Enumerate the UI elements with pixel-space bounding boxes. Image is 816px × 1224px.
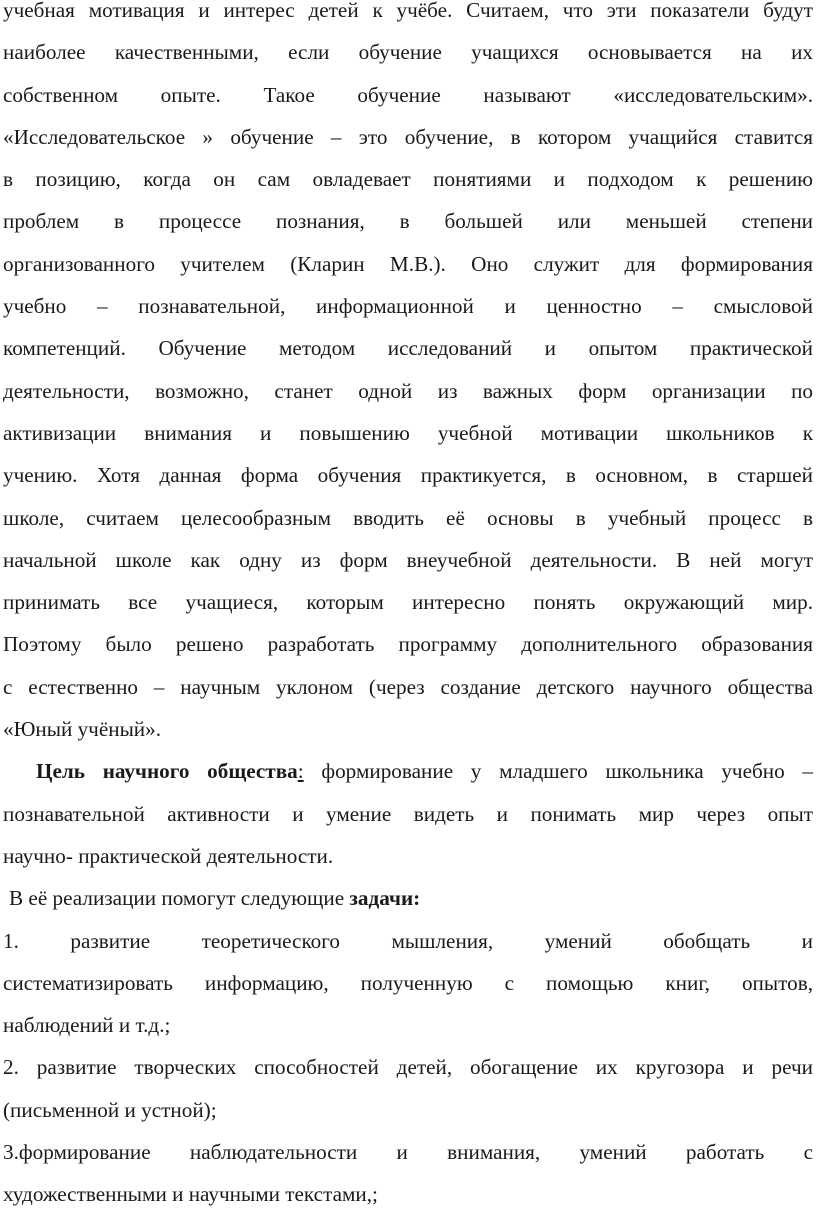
text-line: активизации внимания и повышению учебной мотивации школьников к <box>3 420 813 445</box>
task-line: 3.формирование наблюдательности и внимания, умений работать с <box>3 1140 813 1165</box>
tasks-intro <box>3 877 813 919</box>
task-line: художественными и научными текстами,; <box>3 1182 378 1207</box>
text-line: собственном опыте. Такое обучение называют «исследовательским». <box>3 82 813 107</box>
goal-text-line: научно- практической деятельности. <box>3 843 334 868</box>
text-line: учению. Хотя данная форма обучения практикуется, в основном, в старшей <box>3 463 813 488</box>
text-line: Поэтому было решено разработать программу дополнительного образования <box>3 632 813 657</box>
task-line: (письменной и устной); <box>3 1097 217 1122</box>
task-line: 2. развитие творческих способностей детей, обогащение их кругозора и речи <box>3 1055 813 1080</box>
text-line: проблем в процессе познания, в большей или меньшей степени <box>3 209 813 234</box>
task-line: 1. развитие теоретического мышления, умений обобщать и <box>3 928 813 953</box>
text-line: учебная мотивация и интерес детей к учёбе. Считаем, что эти показатели будут <box>3 0 813 22</box>
task-line: систематизировать информацию, полученную с помощью книг, опытов, <box>3 970 813 995</box>
text-line: учебно – познавательной, информационной и ценностно – смысловой <box>3 294 813 319</box>
tasks-intro-text: В её реализации помогут следующие <box>9 886 350 911</box>
goal-label: Цель научного общества <box>36 759 298 784</box>
text-line: принимать все учащиеся, которым интересно понять окружающий мир. <box>3 590 813 615</box>
text-line: «Исследовательское » обучение – это обучение, в котором учащийся ставится <box>3 124 813 149</box>
text-line: с естественно – научным уклоном (через создание детского научного общества <box>3 674 813 699</box>
goal-line <box>3 750 813 792</box>
task-line: наблюдений и т.д.; <box>3 1013 171 1038</box>
text-line: организованного учителем (Кларин М.В.). Оно служит для формирования <box>3 251 813 276</box>
tasks-label: задачи: <box>349 886 421 911</box>
text-line: начальной школе как одну из форм внеучебной деятельности. В ней могут <box>3 547 813 572</box>
text-line: наиболее качественными, если обучение учащихся основывается на их <box>3 40 813 65</box>
goal-text-line: познавательной активности и умение видеть и понимать мир через опыт <box>3 801 813 826</box>
text-line: компетенций. Обучение методом исследований и опытом практической <box>3 336 813 361</box>
text-line: деятельности, возможно, станет одной из важных форм организации по <box>3 378 813 403</box>
goal-text: формирование у младшего школьника учебно – <box>303 759 813 784</box>
goal-colon: : <box>297 759 304 784</box>
text-line: в позицию, когда он сам овладевает понятиями и подходом к решению <box>3 167 813 192</box>
text-line: «Юный учёный». <box>3 717 162 742</box>
text-line: школе, считаем целесообразным вводить её основы в учебный процесс в <box>3 505 813 530</box>
